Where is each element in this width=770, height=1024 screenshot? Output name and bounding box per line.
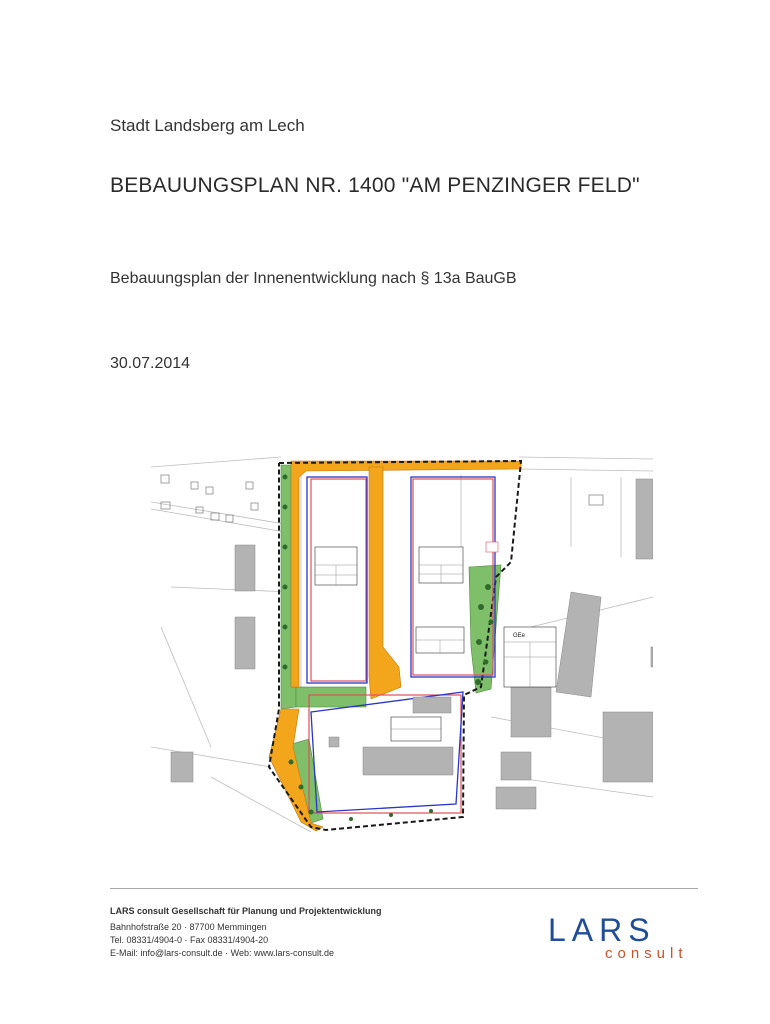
city-name: Stadt Landsberg am Lech (110, 116, 305, 135)
development-plan-map (151, 447, 653, 832)
footer-phone: Tel. 08331/4904-0 · Fax 08331/4904-20 (110, 935, 269, 945)
document-title: BEBAUUNGSPLAN NR. 1400 "AM PENZINGER FELD" (110, 174, 640, 197)
ge-zone-label: GEe (513, 633, 526, 639)
footer-divider (110, 888, 698, 889)
logo-wordmark-lars: LARS (548, 912, 656, 948)
logo-wordmark-consult: consult (605, 945, 688, 962)
footer-company: LARS consult Gesellschaft für Planung und Projektentwicklung (110, 906, 382, 916)
footer-email: E-Mail: info@lars-consult.de · Web: www.lars-consult.de (110, 948, 335, 958)
lars-consult-logo (548, 913, 698, 965)
footer-address: Bahnhofstraße 20 · 87700 Memmingen (110, 922, 267, 932)
document-subtitle: Bebauungsplan der Innenentwicklung nach § 13a BauGB (110, 270, 517, 287)
document-date: 30.07.2014 (110, 355, 191, 372)
